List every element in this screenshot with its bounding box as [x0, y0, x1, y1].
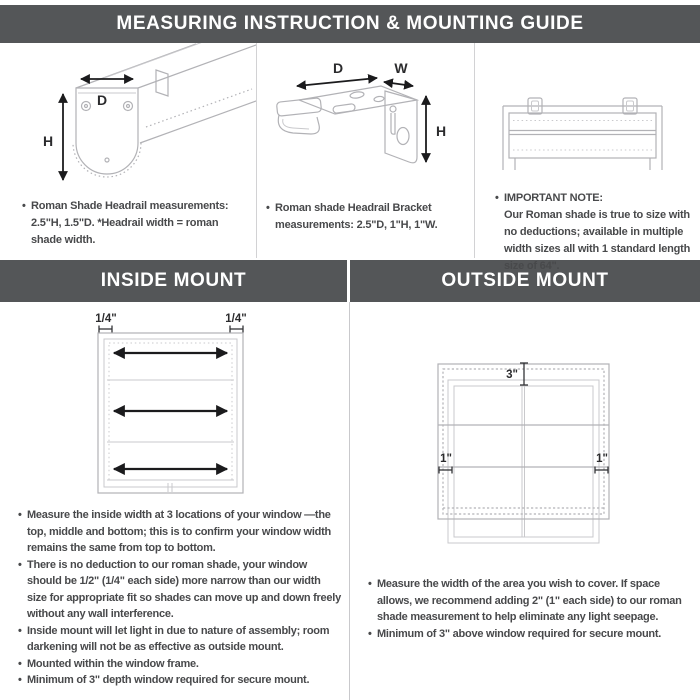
bullet-item: • Measure the inside width at 3 locations of your window —the top, middle and bottom; this is to confirm your window width remains the same from top to bottom.: [18, 507, 343, 557]
left-gap-label: 1": [440, 453, 452, 465]
page-title: MEASURING INSTRUCTION & MOUNTING GUIDE: [116, 13, 584, 34]
shade-overlay: [438, 364, 609, 519]
caption-text: • Roman shade Headrail Bracket measurements: 2.5"D, 1"H, 1"W.: [266, 200, 470, 234]
top-section: [0, 43, 700, 272]
headrail-caption: [0, 198, 244, 249]
bullet-item: • Mounted within the window frame.: [18, 656, 343, 673]
right-gap-tick: [230, 326, 243, 333]
bracket-caption: [257, 200, 470, 234]
important-note: [475, 190, 700, 275]
width-arrow: [384, 82, 413, 86]
headrail-diagram: [0, 43, 256, 198]
mount-columns: [0, 302, 700, 700]
panel-headrail: [0, 43, 256, 258]
height-label: H: [42, 133, 54, 149]
inside-mount-diagram: [0, 310, 350, 505]
panel-note: [474, 43, 700, 272]
note-heading: • IMPORTANT NOTE:: [504, 192, 603, 204]
bracket-diagram: [257, 43, 475, 200]
top-gap-label: 3": [506, 369, 518, 381]
outside-mount-title: OUTSIDE MOUNT: [441, 270, 609, 291]
main-header: [0, 5, 700, 43]
height-label: H: [436, 123, 447, 139]
bullet-item: • Inside mount will let light in due to nature of assembly; room darkening will not be as effective as outside mount.: [18, 623, 343, 656]
inside-mount-header: [0, 260, 347, 302]
bullet-item: • Measure the width of the area you wish to cover. If space allows, we recommend adding 2" (1" each side) to our roman shade measurement to help eliminate any light seepage.: [368, 576, 694, 626]
headrail-box: [509, 113, 656, 158]
note-body: Our Roman shade is true to size with no deductions; available in multiple width sizes all with 1 standard length size of 64".: [504, 209, 691, 272]
inside-mount-section: [0, 302, 350, 700]
bullet-item: • There is no deduction to our roman shade, your window should be 1/2" (1/4" each side) more narrow than our width size for appropriate fit so shades can move up and down freely without any wall interference.: [18, 557, 343, 623]
outside-mount-bullets: [350, 576, 700, 642]
inside-mount-bullets: [0, 507, 349, 689]
bullet-item: • Minimum of 3" depth window required for secure mount.: [18, 672, 343, 689]
right-gap-label: 1": [596, 453, 608, 465]
inside-mount-title: INSIDE MOUNT: [100, 270, 247, 291]
bracket-body: [276, 86, 417, 163]
headrail-front-diagram: [475, 43, 700, 190]
panel-bracket: [256, 43, 474, 258]
top-gap-tick: [520, 363, 528, 385]
left-gap-label: 1/4": [95, 313, 117, 325]
outside-mount-diagram: [350, 355, 700, 550]
width-label: W: [394, 60, 408, 76]
width-measure-arrows: [114, 353, 227, 469]
depth-label: D: [332, 60, 344, 76]
outside-mount-section: [350, 302, 700, 700]
caption-text: • Roman Shade Headrail measurements: 2.5"H, 1.5"D. *Headrail width = roman shade width.: [22, 198, 244, 249]
depth-label: D: [96, 92, 108, 108]
mount-bracket-plate: [156, 70, 168, 96]
left-gap-tick: [99, 326, 112, 333]
bullet-item: • Minimum of 3" above window required for secure mount.: [368, 626, 694, 643]
window-frame: [503, 106, 662, 170]
depth-arrow: [297, 78, 377, 86]
right-gap-label: 1/4": [225, 313, 247, 325]
